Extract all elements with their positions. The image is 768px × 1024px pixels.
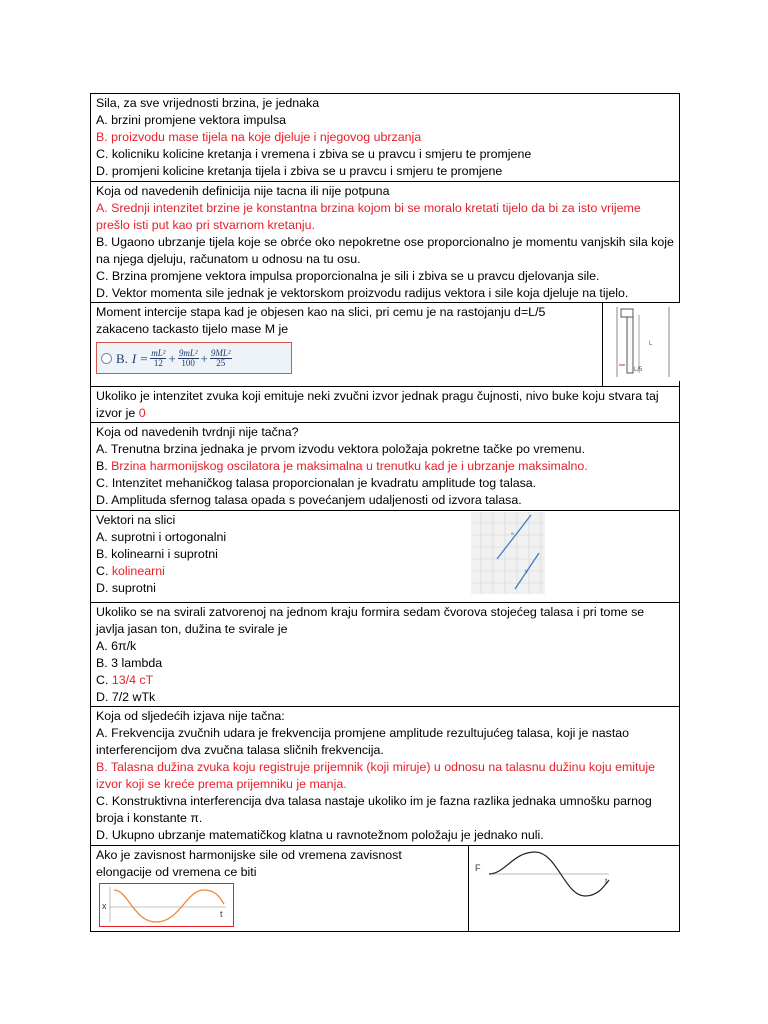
q3-option-label: B. [116,350,128,366]
q9-stem-line1: Ako je zavisnost harmonijske sile od vremena zavisnost [96,848,402,862]
question-row-8 [91,707,680,846]
question-row-9 [91,846,680,932]
question-row-6 [91,511,680,603]
q2-option-d: D. Vektor momenta sile jednak je vektorskom proizvodu radijus vektora i sile koja djeluje na tijelo. [96,286,629,300]
q5-option-b: B. Brzina harmonijskog oscilatora je maksimalna u trenutku kad je i ubrzanje maksimalno. [96,459,588,473]
q2-answer: Srednji intenzitet brzine je konstantna brzina kojom bi se moralo kretati tijelo da bi za isto vrijeme prešlo isti put kao pri stvarnom kretanju. [96,201,641,232]
q3-stem-line1: Moment intercije stapa kad je objesen kao na slici, pri cemu je na rastojanju d=L/5 [96,305,546,319]
q4-stem: Ukoliko je intenzitet zvuka koji emituje neki zvučni izvor jednak pragu čujnosti, nivo buke koju stvara taj izvor je 0 [96,389,659,420]
hanging-rod-diagram [603,303,680,381]
q9-t2-label: t [605,877,608,886]
q2-stem: Koja od navedenih definicija nije tacna ili nije potpuna [96,184,390,198]
svg-text:L/5: L/5 [634,367,643,373]
q3-rod-figure [603,303,680,387]
q1-stem: Sila, za sve vrijednosti brzina, je jednaka [96,96,320,110]
q8-option-c: C. Konstruktivna interferencija dva talasa nastaje ukoliko im je fazna razlika jednaka umnošku parnog broja i konstante π. [96,794,652,825]
q6-answer: kolinearni [111,564,165,578]
q2-option-a: A. Srednji intenzitet brzine je konstantna brzina kojom bi se moralo kretati tijelo da bi za isto vrijeme prešlo isti put kao pri stvarnom kretanju. [96,201,641,232]
q3-stem-line2: zakaceno tackasto tijelo mase M je [96,322,289,336]
q9-answer-graph [99,883,234,927]
q1-option-a: A. brzini promjene vektora impulsa [96,113,287,127]
q5-option-d: D. Amplituda sfernog talasa opada s povećanjem udaljenosti od izvora talasa. [96,493,522,507]
q5-stem: Koja od navedenih tvrdnji nije tačna? [96,425,299,439]
radio-icon [101,353,112,364]
question-row-3 [91,303,680,387]
question-row-7 [91,603,680,707]
q8-answer: B. Talasna dužina zvuka koju registruje prijemnik (koji miruje) u odnosu na talasnu dužinu koju emituje izvor koji se kreće prema prijemniku je manja. [96,760,656,791]
q8-option-a: A. Frekvencija zvučnih udara je frekvencija promjene amplitude rezultujućeg talasa, koji je nastao interferencijom dva zvučna talasa sličnih frekvencija. [96,726,630,757]
q9-f-label: F [475,863,481,873]
question-table [90,93,680,932]
svg-text:b: b [524,569,528,575]
q6-option-a: A. suprotni i ortogonalni [96,530,227,544]
q2-option-b: B. Ugaono ubrzanje tijela koje se obrće oko nepokretne ose proporcionalno je momentu vanjskih sila koje na njega djeluju, računatom u odnosu na tu osu. [96,235,674,266]
q6-option-c: C. kolinearni [96,564,165,578]
q8-stem: Koja od sljedećih izjava nije tačna: [96,709,285,723]
q1-option-d: D. promjeni kolicine kretanja tijela i zbiva se u pravcu i smjeru te promjene [96,164,503,178]
q7-answer: 13/4 cT [111,673,154,687]
q3-formula-image [96,342,292,374]
q5-option-a: A. Trenutna brzina jednaka je prvom izvodu vektora položaja pokretne tačke po vremenu. [96,442,586,456]
q5-answer: Brzina harmonijskog oscilatora je maksimalna u trenutku kad je i ubrzanje maksimalno. [111,459,588,473]
q7-stem: Ukoliko se na svirali zatvorenoj na jednom kraju formira sedam čvorova stojećeg talasa i pri tome se javlja jasan ton, dužina te svirale je [96,605,645,636]
question-row-5 [91,423,680,511]
elongation-curve [100,884,233,926]
question-row-4 [91,387,680,423]
svg-text:L: L [649,341,653,347]
q6-option-b: B. kolinearni i suprotni [96,547,218,561]
q4-answer: 0 [138,406,146,420]
q5-option-c: C. Intenzitet mehaničkog talasa proporcionalan je kvadratu amplitude tog talasa. [96,476,537,490]
q9-x-label: x [102,901,107,911]
question-row-2 [91,182,680,303]
q9-t-label: t [220,909,223,919]
svg-text:a: a [510,531,514,537]
q3-term-3: $\frac{\text{9ML²}}{25}$ [210,347,231,368]
q9-stem-line2: elongacije od vremena ce biti [96,865,257,879]
question-row-1 [91,94,680,182]
q7-option-c: C. 13/4 cT [96,673,154,687]
q1-option-c: C. kolicniku kolicine kretanja i vremena i zbiva se u pravcu i smjeru te promjene [96,147,532,161]
q2-option-c: C. Brzina promjene vektora impulsa proporcionalna je sili i zbiva se u pravcu djelovanja sile. [96,269,600,283]
vectors-grid-diagram [469,511,603,597]
question-sheet [90,93,679,932]
q9-force-figure [469,846,680,932]
q8-option-d: D. Ukupno ubrzanje matematičkog klatna u ravnotežnom položaju je jednako nuli. [96,828,544,842]
q6-vectors-figure [469,511,603,603]
q6-option-d: D. suprotni [96,581,156,595]
q6-stem: Vektori na slici [96,513,176,527]
force-curve [469,846,679,926]
q3-term-2: $\frac{\text{9mL²}}{100}$ [178,347,198,368]
plus-sign: + [168,350,176,366]
plus-sign: + [200,350,208,366]
q7-option-b: B. 3 lambda [96,656,163,670]
q1-answer: proizvodu mase tijela na koje djeluje i njegovog ubrzanja [111,130,422,144]
q7-option-d: D. 7/2 wTk [96,690,156,704]
q3-term-1: $\frac{\text{mL²}}{12}$ [151,347,166,368]
q1-option-b: B. proizvodu mase tijela na koje djeluje i njegovog ubrzanja [96,130,422,144]
q7-option-a: A. 6π/k [96,639,137,653]
q3-formula-lhs: I = [131,350,149,366]
